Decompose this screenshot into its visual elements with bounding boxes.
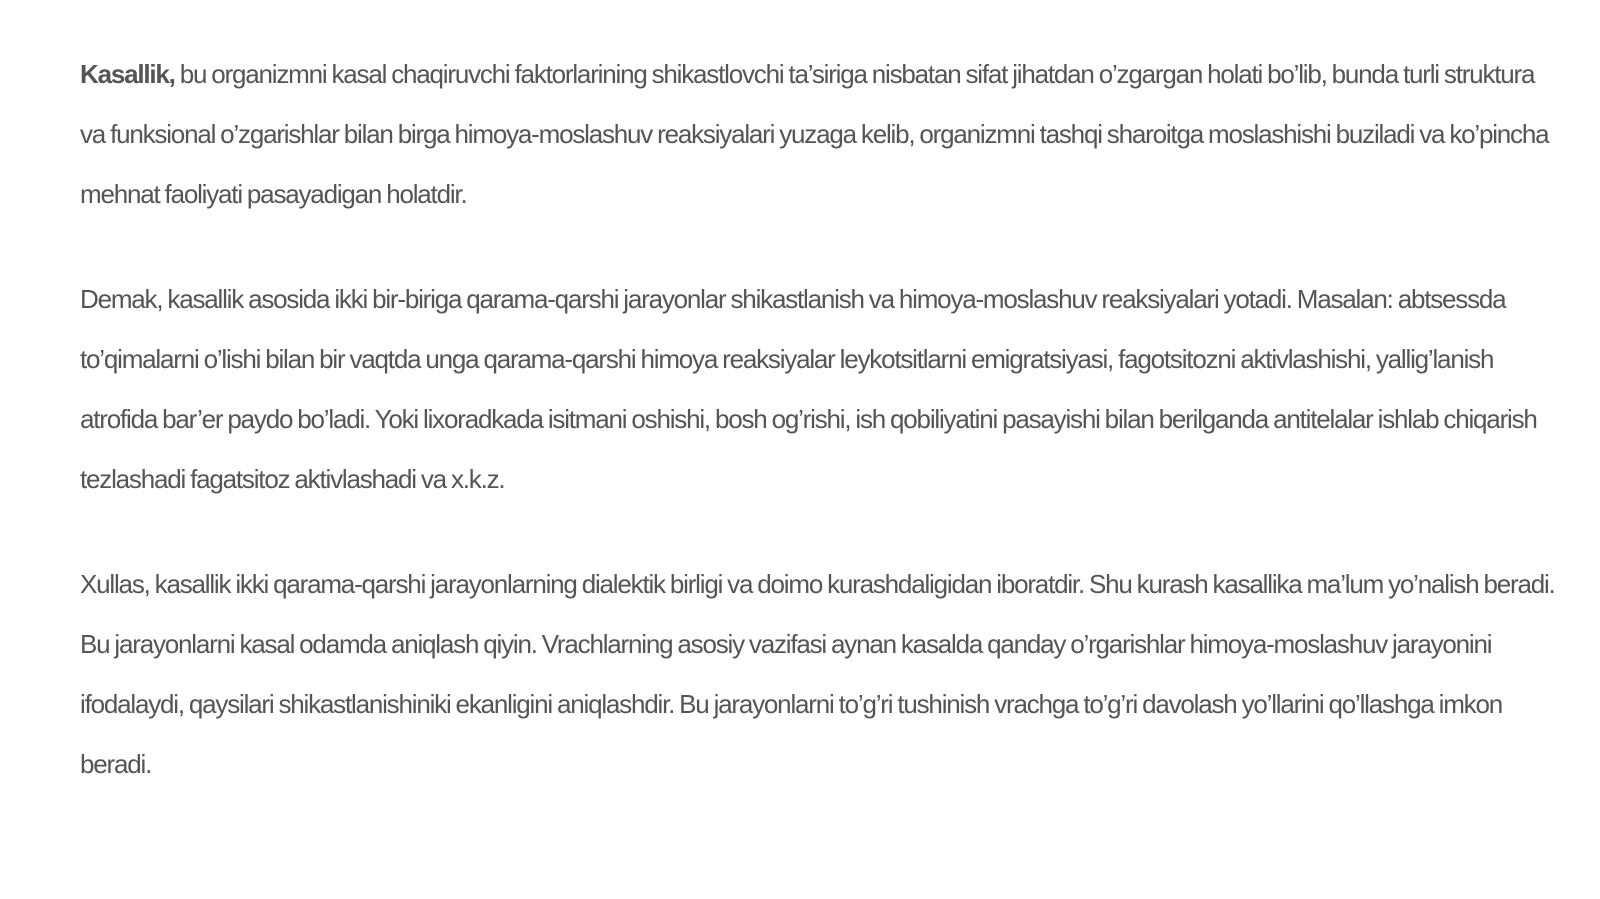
paragraph-text: bu organizmni kasal chaqiruvchi faktorlarining shikastlovchi ta’siriga nisbatan sifat jihatdan o’zgargan holati bo’lib, bunda turli struktura va funksional o’zgarishlar bilan birga himoya-moslashuv reaksiyalari yuzaga kelib, organizmni tashqi sharoitga moslashishi buziladi va ko’pincha mehnat faoliyati pasayadigan holatdir. — [80, 59, 1549, 209]
defined-term: Kasallik, — [80, 59, 175, 89]
article-body — [80, 44, 1560, 839]
paragraph-example — [80, 269, 1560, 509]
paragraph-text: Demak, kasallik asosida ikki bir-biriga qarama-qarshi jarayonlar shikastlanish va himoya-moslashuv reaksiyalari yotadi. Masalan: abtsessda to’qimalarni o’lishi bilan bir vaqtda unga qarama-qarshi himoya reaksiyalar leykotsitlarni emigratsiyasi, fagotsitozni aktivlashishi, yallig’lanish atrofida bar’er paydo bo’ladi. Yoki lixoradkada isitmani oshishi, bosh og’rishi, ish qobiliyatini pasayishi bilan berilganda antitelalar ishlab chiqarish tezlashadi fagatsitoz aktivlashadi va x.k.z. — [80, 284, 1537, 494]
paragraph-text: Xullas, kasallik ikki qarama-qarshi jarayonlarning dialektik birligi va doimo kurashdaligidan iboratdir. Shu kurash kasallika ma’lum yo’nalish beradi. Bu jarayonlarni kasal odamda aniqlash qiyin. Vrachlarning asosiy vazifasi aynan kasalda qanday o’rgarishlar himoya-moslashuv jarayonini ifodalaydi, qaysilari shikastlanishiniki ekanligini aniqlashdir. Bu jarayonlarni to’g’ri tushinish vrachga to’g’ri davolash yo’llarini qo’llashga imkon beradi. — [80, 569, 1555, 779]
paragraph-conclusion — [80, 554, 1560, 794]
paragraph-definition — [80, 44, 1560, 224]
